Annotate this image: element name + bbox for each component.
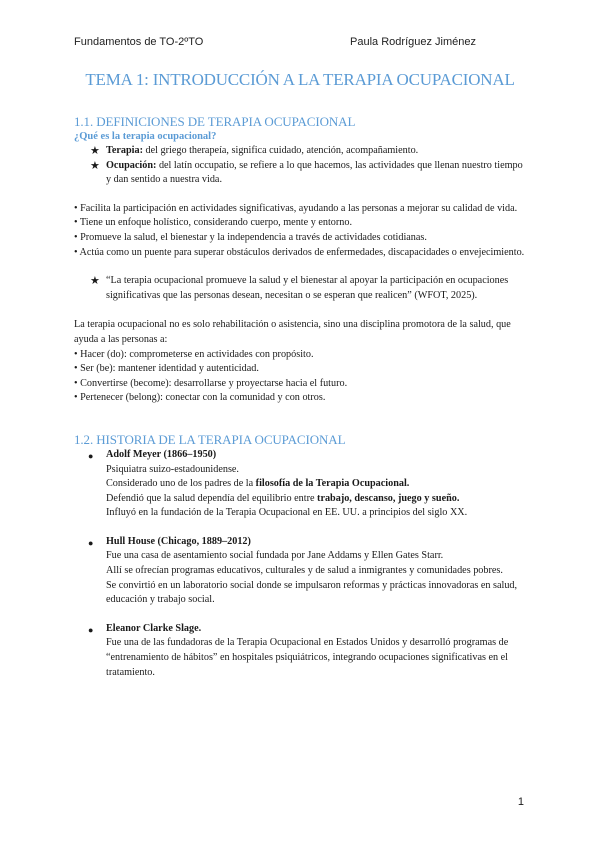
bullet-item: • Tiene un enfoque holístico, considerando cuerpo, mente y entorno. [74, 217, 353, 229]
bullet-item: • Facilita la participación en actividades significativas, ayudando a las personas a mejorar su calidad de vida. [74, 202, 518, 214]
star-item-terapia [90, 144, 530, 159]
bullet-item: • Actúa como un puente para superar obstáculos derivados de enfermedades, discapacidades o envejecimiento. [74, 246, 525, 258]
term-ocupacion: Ocupación: [106, 159, 157, 171]
page-header [74, 36, 540, 48]
paragraph-promotora: La terapia ocupacional no es solo rehabilitación o asistencia, sino una disciplina promotora de la salud, que ayuda a las personas a: [74, 319, 511, 345]
term-terapia: Terapia: [106, 145, 143, 156]
meyer-emphasis: trabajo, descanso, juego y sueño. [317, 492, 460, 504]
meyer-line: Influyó en la fundación de la Terapia Ocupacional en EE. UU. a principios del siglo XX. [106, 507, 468, 519]
question-heading: ¿Qué es la terapia ocupacional? [74, 131, 217, 142]
slage-name: Eleanor Clarke Slage. [106, 622, 202, 634]
hull-name: Hull House (Chicago, 1889–2012) [106, 535, 251, 547]
def-ocupacion: del latín occupatio, se refiere a lo que hacemos, las actividades que llenan nuestro tiempo y dan sentido a nuestra vida. [106, 159, 523, 186]
bullet-item: • Promueve la salud, el bienestar y la independencia a través de actividades cotidianas. [74, 231, 427, 243]
document-body [74, 114, 530, 680]
wfot-quote: “La terapia ocupacional promueve la salud y el bienestar al apoyar la participación en ocupaciones significativas que las personas desean, necesitan o se esperan que realicen” (WFOT, 2025). [106, 275, 509, 301]
star-icon: ★ [90, 145, 100, 157]
page-title: TEMA 1: INTRODUCCIÓN A LA TERAPIA OCUPACIONAL [85, 70, 515, 89]
history-item-hull-house [88, 535, 530, 608]
star-item-ocupacion [90, 159, 530, 188]
star-icon: ★ [90, 159, 100, 172]
list-item: • Convertirse (become): desarrollarse y proyectarse hacia el futuro. [74, 377, 348, 389]
bullet-icon: ● [88, 537, 94, 548]
hull-line: Fue una casa de asentamiento social fundada por Jane Addams y Ellen Gates Starr. [106, 550, 444, 562]
page-number: 1 [517, 796, 524, 808]
section-heading-historia: 1.2. HISTORIA DE LA TERAPIA OCUPACIONAL [74, 431, 346, 447]
meyer-line: Psiquiatra suizo-estadounidense. [106, 463, 239, 475]
hull-line: Allí se ofrecían programas educativos, culturales y de salud a inmigrantes y comunidades pobres. [106, 565, 503, 577]
list-item: • Pertenecer (belong): conectar con la comunidad y con otros. [74, 392, 326, 404]
header-author: Paula Rodríguez Jiménez [350, 36, 476, 48]
list-item: • Hacer (do): comprometerse en actividades con propósito. [74, 348, 314, 360]
list-item: • Ser (be): mantener identidad y autenticidad. [74, 363, 259, 375]
def-terapia: del griego therapeía, significa cuidado, atención, acompañamiento. [142, 145, 419, 156]
meyer-line: Considerado uno de los padres de la [106, 478, 256, 490]
quote-item [90, 274, 530, 303]
star-icon: ★ [90, 275, 100, 288]
hull-line: Se convirtió en un laboratorio social donde se impulsaron reformas y prácticas innovadoras en salud, educación y trabajo social. [106, 579, 518, 606]
slage-line: Fue una de las fundadoras de la Terapia Ocupacional en Estados Unidos y desarrolló programas de “entrenamiento de hábitos” en hospitales psiquiátricos, integrando ocupaciones significativas en el tratamiento. [106, 637, 509, 678]
section-heading-definiciones: 1.1. DEFINICIONES DE TERAPIA OCUPACIONAL [74, 114, 356, 129]
bullet-icon: ● [88, 624, 94, 635]
history-item-meyer [88, 448, 530, 521]
meyer-line: Defendió que la salud dependía del equilibrio entre [106, 492, 318, 504]
header-course: Fundamentos de TO-2ºTO [74, 36, 204, 48]
meyer-emphasis: filosofía de la Terapia Ocupacional. [255, 478, 410, 490]
bullet-icon: ● [88, 450, 94, 461]
history-item-slage [88, 622, 530, 680]
meyer-name: Adolf Meyer (1866–1950) [106, 448, 217, 460]
